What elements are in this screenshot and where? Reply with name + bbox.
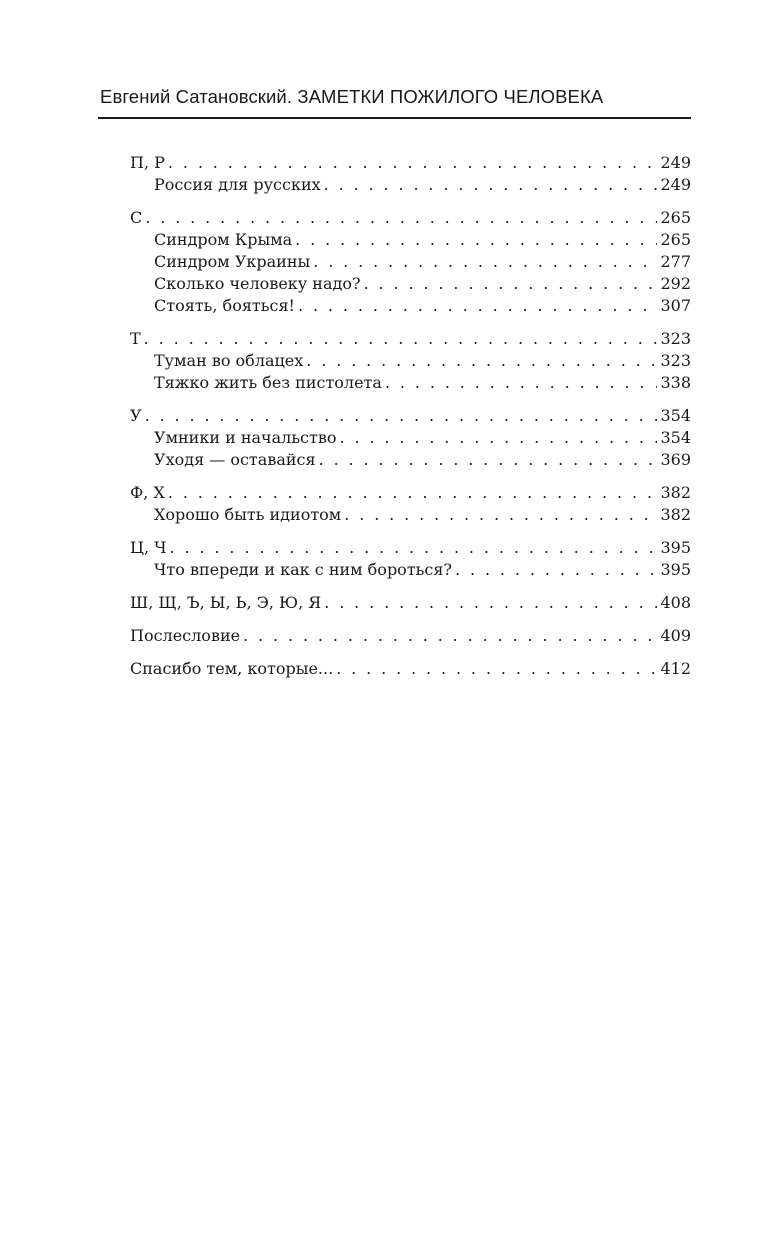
- dot-leader: [243, 625, 657, 647]
- running-head-title: Евгений Сатановский. ЗАМЕТКИ ПОЖИЛОГО ЧЕЛОВЕКА: [100, 86, 604, 107]
- toc-entry-title: Ш, Щ, Ъ, Ы, Ь, Э, Ю, Я: [130, 593, 322, 612]
- toc-section-heading[interactable]: [130, 658, 691, 680]
- dot-leader: [145, 207, 657, 229]
- toc-page-number: 277: [660, 252, 691, 271]
- toc-entry-title: Умники и начальство: [154, 428, 337, 447]
- toc-chapter-entry[interactable]: [130, 229, 691, 251]
- toc-section-t: [130, 328, 691, 394]
- toc-chapter-entry[interactable]: [130, 427, 691, 449]
- toc-entry-title: Т: [130, 329, 141, 348]
- dot-leader: [336, 658, 657, 680]
- toc-page-number: 354: [660, 406, 691, 425]
- toc-section-ts-ch: [130, 537, 691, 581]
- dot-leader: [324, 592, 657, 614]
- dot-leader: [168, 152, 658, 174]
- dot-leader: [298, 295, 657, 317]
- toc-entry-title: Синдром Крыма: [154, 230, 293, 249]
- toc-section-u: [130, 405, 691, 471]
- toc-page-number: 323: [660, 351, 691, 370]
- toc-page-number: 354: [660, 428, 691, 447]
- toc-section-acknowledgements: [130, 658, 691, 680]
- toc-page-number: 249: [660, 153, 691, 172]
- toc-section-s: [130, 207, 691, 317]
- toc-chapter-entry[interactable]: [130, 504, 691, 526]
- header-rule: [98, 117, 691, 119]
- dot-leader: [319, 449, 658, 471]
- toc-section-heading[interactable]: [130, 592, 691, 614]
- toc-page-number: 382: [660, 505, 691, 524]
- dot-leader: [455, 559, 657, 581]
- toc-chapter-entry[interactable]: [130, 449, 691, 471]
- toc-page-number: 382: [660, 483, 691, 502]
- dot-leader: [145, 405, 658, 427]
- toc-section-heading[interactable]: [130, 537, 691, 559]
- dot-leader: [385, 372, 658, 394]
- toc-section-f-kh: [130, 482, 691, 526]
- toc-entry-title: Ф, Х: [130, 483, 165, 502]
- toc-chapter-entry[interactable]: [130, 273, 691, 295]
- toc-entry-title: Сколько человеку надо?: [154, 274, 361, 293]
- toc-entry-title: Что впереди и как с ним бороться?: [154, 560, 453, 579]
- toc-entry-title: Туман во облацех: [154, 351, 304, 370]
- toc-section-heading[interactable]: [130, 328, 691, 350]
- toc-page-number: 408: [660, 593, 691, 612]
- toc-chapter-entry[interactable]: [130, 559, 691, 581]
- toc-entry-title: П, Р: [130, 153, 165, 172]
- toc-page-number: 395: [660, 538, 691, 557]
- toc-page-number: 323: [660, 329, 691, 348]
- dot-leader: [313, 251, 657, 273]
- dot-leader: [306, 350, 657, 372]
- table-of-contents: [130, 152, 691, 691]
- dot-leader: [168, 482, 658, 504]
- toc-page-number: 265: [660, 208, 691, 227]
- toc-entry-title: Стоять, бояться!: [154, 296, 295, 315]
- toc-section-heading[interactable]: [130, 482, 691, 504]
- toc-chapter-entry[interactable]: [130, 295, 691, 317]
- toc-section-p-r: [130, 152, 691, 196]
- toc-entry-title: Спасибо тем, которые...: [130, 659, 334, 678]
- toc-page-number: 292: [660, 274, 691, 293]
- dot-leader: [170, 537, 658, 559]
- toc-entry-title: Синдром Украины: [154, 252, 311, 271]
- toc-page-number: 338: [660, 373, 691, 392]
- toc-section-afterword: [130, 625, 691, 647]
- toc-section-heading[interactable]: [130, 405, 691, 427]
- toc-entry-title: Россия для русских: [154, 175, 321, 194]
- toc-section-sh-ya: [130, 592, 691, 614]
- toc-entry-title: Хорошо быть идиотом: [154, 505, 342, 524]
- toc-entry-title: С: [130, 208, 143, 227]
- toc-page-number: 249: [660, 175, 691, 194]
- toc-page-number: 409: [660, 626, 691, 645]
- toc-chapter-entry[interactable]: [130, 251, 691, 273]
- toc-entry-title: Послесловие: [130, 626, 241, 645]
- toc-section-heading[interactable]: [130, 152, 691, 174]
- dot-leader: [295, 229, 657, 251]
- toc-section-heading[interactable]: [130, 625, 691, 647]
- dot-leader: [144, 328, 658, 350]
- dot-leader: [339, 427, 657, 449]
- dot-leader: [324, 174, 658, 196]
- toc-entry-title: Ц, Ч: [130, 538, 167, 557]
- toc-page-number: 395: [660, 560, 691, 579]
- toc-page-number: 412: [660, 659, 691, 678]
- toc-entry-title: Тяжко жить без пистолета: [154, 373, 382, 392]
- toc-page-number: 265: [660, 230, 691, 249]
- dot-leader: [364, 273, 658, 295]
- toc-chapter-entry[interactable]: [130, 372, 691, 394]
- toc-chapter-entry[interactable]: [130, 174, 691, 196]
- toc-chapter-entry[interactable]: [130, 350, 691, 372]
- toc-page-number: 369: [660, 450, 691, 469]
- dot-leader: [344, 504, 657, 526]
- toc-entry-title: У: [130, 406, 142, 425]
- toc-page-number: 307: [660, 296, 691, 315]
- toc-entry-title: Уходя — оставайся: [154, 450, 316, 469]
- toc-section-heading[interactable]: [130, 207, 691, 229]
